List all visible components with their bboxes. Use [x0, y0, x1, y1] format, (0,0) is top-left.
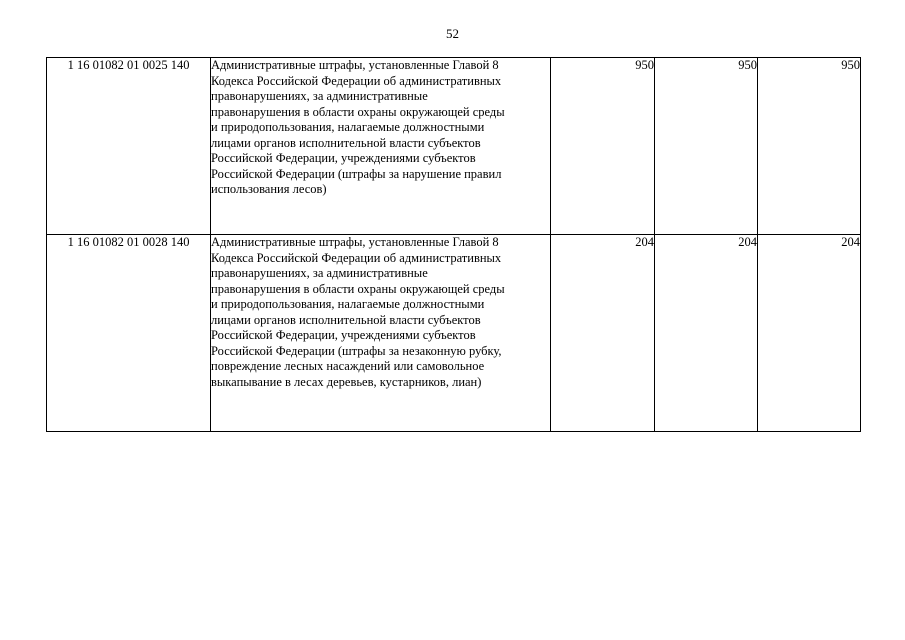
- budget-table: [46, 57, 861, 432]
- description-line: выкапывание в лесах деревьев, кустарников, лиан): [211, 374, 482, 389]
- description-line: и природопользования, налагаемые должностными: [211, 120, 485, 134]
- description-line: лицами органов исполнительной власти субъектов: [211, 135, 481, 150]
- value-cell: 950: [758, 58, 861, 235]
- table-row: [47, 235, 861, 432]
- description-line: Административные штрафы, установленные Главой 8: [211, 235, 499, 249]
- description-line: Кодекса Российской Федерации об административных: [211, 250, 502, 265]
- value-cell: 204: [655, 235, 758, 432]
- description-line: Административные штрафы, установленные Главой 8: [211, 58, 499, 72]
- description-line: правонарушения в области охраны окружающей среды: [211, 104, 505, 119]
- budget-code-cell: 1 16 01082 01 0025 140: [47, 58, 211, 235]
- description-line: Российской Федерации, учреждениями субъектов: [211, 328, 476, 342]
- description-line: Кодекса Российской Федерации об административных: [211, 73, 502, 88]
- description-line: Российской Федерации, учреждениями субъектов: [211, 151, 476, 165]
- value-cell: 950: [655, 58, 758, 235]
- description-line: и природопользования, налагаемые должностными: [211, 297, 485, 311]
- description-line: правонарушениях, за административные: [211, 89, 428, 103]
- description-cell: [211, 235, 551, 432]
- description-line: Российской Федерации (штрафы за нарушение правил: [211, 166, 502, 181]
- description-line: лицами органов исполнительной власти субъектов: [211, 312, 481, 327]
- value-cell: 950: [551, 58, 655, 235]
- description-line: правонарушения в области охраны окружающей среды: [211, 281, 505, 296]
- description-cell: [211, 58, 551, 235]
- page-number: 52: [446, 26, 459, 41]
- description-line: Российской Федерации (штрафы за незаконную рубку,: [211, 343, 502, 358]
- budget-code-cell: 1 16 01082 01 0028 140: [47, 235, 211, 432]
- value-cell: 204: [758, 235, 861, 432]
- description-line: использования лесов): [211, 182, 327, 196]
- value-cell: 204: [551, 235, 655, 432]
- table-row: [47, 58, 861, 235]
- description-line: повреждение лесных насаждений или самовольное: [211, 359, 485, 373]
- description-line: правонарушениях, за административные: [211, 266, 428, 280]
